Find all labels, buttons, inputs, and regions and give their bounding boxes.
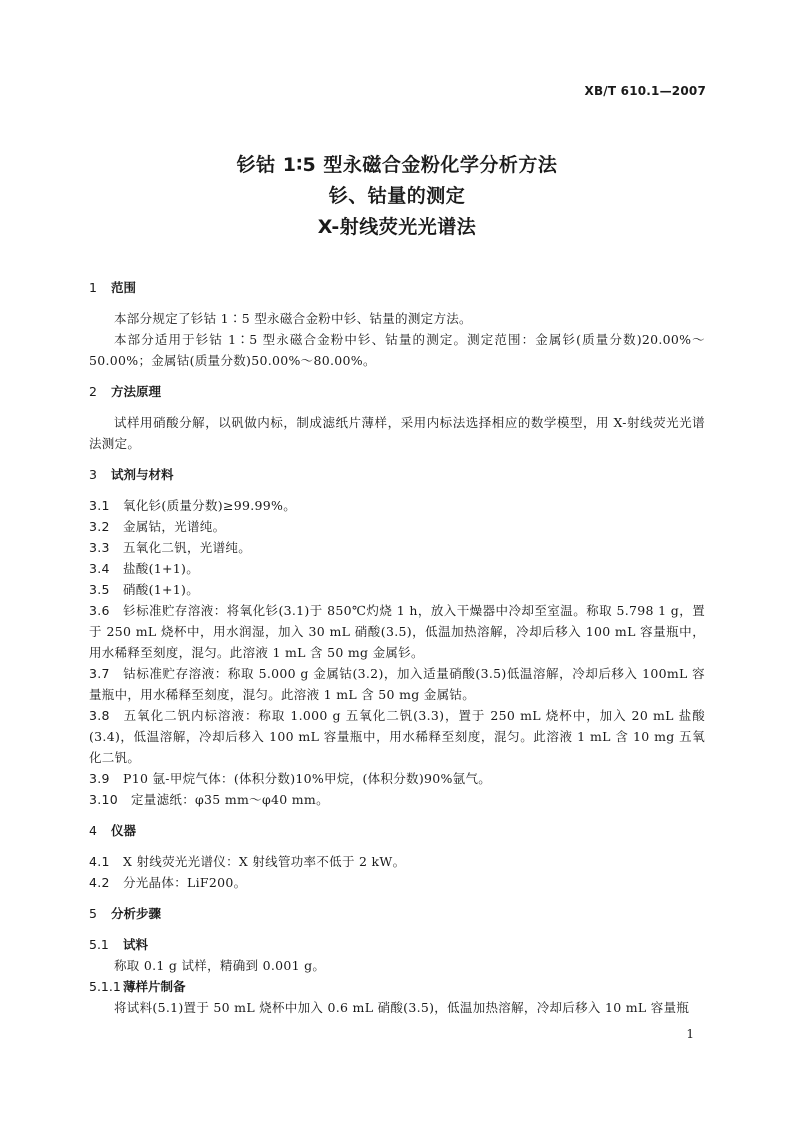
- list-item: [89, 558, 705, 579]
- subsection-title: 薄样片制备: [123, 979, 186, 994]
- item-text: 盐酸(1+1)。: [123, 561, 200, 576]
- item-number: 3.7: [89, 666, 110, 681]
- title-line-3: X-射线荧光光谱法: [317, 216, 477, 238]
- list-item: [89, 768, 705, 789]
- list-item: [89, 495, 705, 516]
- section-number: 5: [89, 906, 97, 921]
- section-title: 方法原理: [111, 384, 162, 399]
- item-text: P10 氩-甲烷气体：(体积分数)10%甲烷，(体积分数)90%氩气。: [123, 771, 492, 786]
- page-number: 1: [686, 1027, 694, 1041]
- item-text: X 射线荧光光谱仪：X 射线管功率不低于 2 kW。: [123, 854, 406, 869]
- subsection-heading-sample: [89, 934, 705, 955]
- item-text: 五氧化二钒内标溶液：称取 1.000 g 五氧化二钒(3.3)，置于 250 mL 烧杯中，加入 20 mL 盐酸(3.4)，低温溶解，冷却后移入 100 mL 容量瓶中，用水稀释至刻度，混匀。此溶液 1 mL 含 10 mg 五氧化二钒。: [89, 708, 705, 765]
- paragraph: 将试料(5.1)置于 50 mL 烧杯中加入 0.6 mL 硝酸(3.5)，低温加热溶解，冷却后移入 10 mL 容量瓶: [114, 1000, 690, 1015]
- section-heading-scope: [89, 277, 705, 298]
- paragraph: 称取 0.1 g 试样，精确到 0.001 g。: [114, 958, 326, 973]
- section-title: 仪器: [111, 823, 137, 838]
- item-text: 五氧化二钒，光谱纯。: [123, 540, 252, 555]
- item-number: 3.1: [89, 498, 110, 513]
- paragraph: 试样用硝酸分解，以矾做内标，制成滤纸片薄样，采用内标法选择相应的数学模型，用 X-射线荧光光谱法测定。: [89, 415, 705, 451]
- section-number: 4: [89, 823, 97, 838]
- item-text: 定量滤纸：φ35 mm～φ40 mm。: [131, 792, 329, 807]
- item-number: 3.4: [89, 561, 110, 576]
- section-number: 3: [89, 467, 97, 482]
- list-item: [89, 537, 705, 558]
- list-item: [89, 600, 705, 663]
- item-text: 氧化钐(质量分数)≥99.99%。: [123, 498, 296, 513]
- item-number: 3.9: [89, 771, 110, 786]
- section-number: 2: [89, 384, 97, 399]
- list-item: [89, 663, 705, 705]
- section-title: 范围: [111, 280, 137, 295]
- section-heading-instruments: [89, 820, 705, 841]
- item-text: 硝酸(1+1)。: [123, 582, 200, 597]
- list-item: [89, 705, 705, 768]
- title-line-2: 钐、钴量的测定: [328, 185, 466, 207]
- list-item: [89, 851, 705, 872]
- item-text: 分光晶体：LiF200。: [123, 875, 247, 890]
- item-number: 3.2: [89, 519, 110, 534]
- document-body: [89, 277, 705, 1018]
- list-item: [89, 872, 705, 893]
- item-number: 3.3: [89, 540, 110, 555]
- section-number: 1: [89, 280, 97, 295]
- section-title: 分析步骤: [111, 906, 162, 921]
- item-text: 钴标准贮存溶液：称取 5.000 g 金属钴(3.2)，加入适量硝酸(3.5)低温溶解，冷却后移入 100mL 容量瓶中，用水稀释至刻度，混匀。此溶液 1 mL 含 50 mg 金属钴。: [89, 666, 705, 702]
- item-number: 3.6: [89, 603, 110, 618]
- section-heading-procedure: [89, 903, 705, 924]
- list-item: [89, 516, 705, 537]
- item-number: 4.2: [89, 875, 110, 890]
- section-title: 试剂与材料: [111, 467, 174, 482]
- subsection-heading-thin-sample: [89, 976, 705, 997]
- paragraph: 本部分规定了钐钴 1∶5 型永磁合金粉中钐、钴量的测定方法。: [114, 311, 472, 326]
- section-heading-principle: [89, 381, 705, 402]
- item-text: 钐标准贮存溶液：将氧化钐(3.1)于 850℃灼烧 1 h，放入干燥器中冷却至室温。称取 5.798 1 g，置于 250 mL 烧杯中，用水润湿，加入 30 mL 硝酸(3.5)，低温加热溶解，冷却后移入 100 mL 容量瓶中，用水稀释至刻度，混匀。此溶液 1 mL 含 50 mg 金属钐。: [89, 603, 705, 660]
- standard-code: XB/T 610.1—2007: [584, 84, 706, 98]
- item-number: 3.5: [89, 582, 110, 597]
- item-text: 金属钴，光谱纯。: [123, 519, 226, 534]
- item-number: 3.10: [89, 792, 119, 807]
- paragraph: 本部分适用于钐钴 1∶5 型永磁合金粉中钐、钴量的测定。测定范围：金属钐(质量分数)20.00%～50.00%；金属钴(质量分数)50.00%～80.00%。: [89, 332, 705, 368]
- item-number: 3.8: [89, 708, 110, 723]
- section-heading-reagents: [89, 464, 705, 485]
- subsection-number: 5.1.1: [89, 979, 121, 994]
- subsection-number: 5.1: [89, 937, 109, 952]
- title-line-1: 钐钴 1∶5 型永磁合金粉化学分析方法: [236, 154, 558, 176]
- list-item: [89, 579, 705, 600]
- list-item: [89, 789, 705, 810]
- item-number: 4.1: [89, 854, 110, 869]
- document-title: [0, 150, 794, 243]
- subsection-title: 试料: [123, 937, 149, 952]
